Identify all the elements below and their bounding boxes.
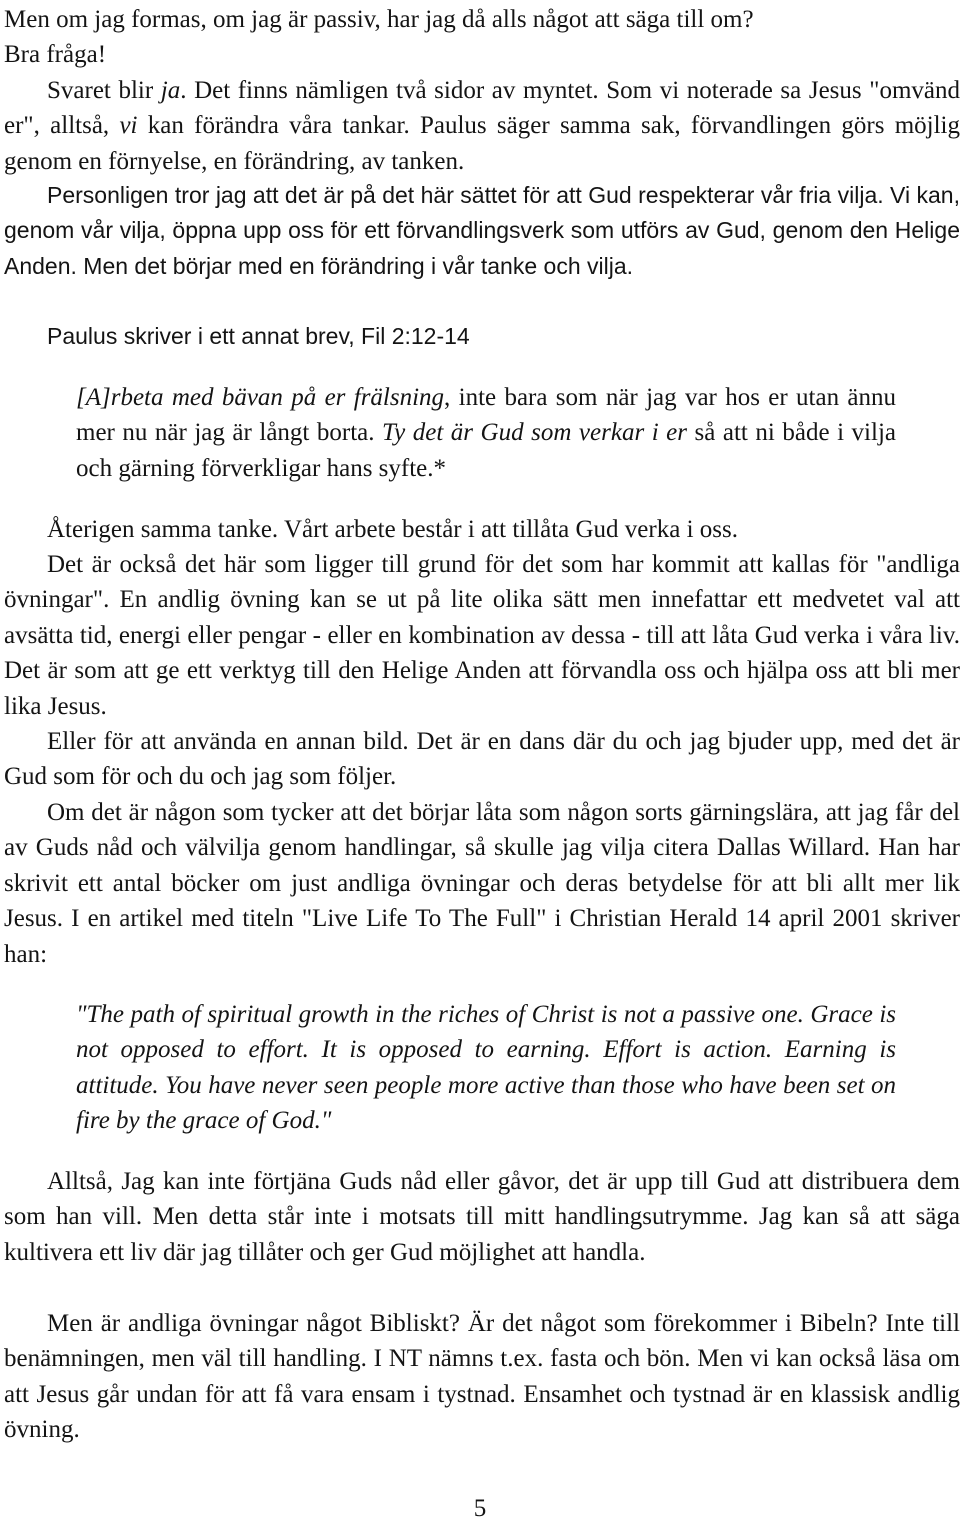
question-line: Men om jag formas, om jag är passiv, har jag då alls något att säga till om? <box>4 6 754 33</box>
paragraph-willard: Om det är någon som tycker att det börjar låta som någon sorts gärningslära, att jag får del av Guds nåd och välvilja genom handlingar, så skulle jag vilja citera Dallas Willard. Han har skrivit ett antal böcker om just andliga övningar och deras betydelse för att bli allt mer lik Jesus. I en artikel med titeln "Live Life To The Full" i Christian Herald 14 april 2001 skriver han: <box>4 799 960 968</box>
paragraph-spiritual-exercises: Det är också det här som ligger till grund för det som har kommit att kallas för "andliga övningar". En andlig övning kan se ut på lite olika sätt men innefattar ett medvetet val att avsätta tid, energi eller pengar - eller en kombination av dessa - till att låta Gud verka i våra liv. Det är som att ge ett verktyg till den Helige Anden att förvandla oss och hjälpa oss att bli mer lika Jesus. <box>4 551 960 720</box>
question-answer-line: Bra fråga! <box>4 41 107 69</box>
page-number: 5 <box>473 1495 487 1522</box>
paragraph-paulus-intro: Paulus skriver i ett annat brev, Fil 2:12-14 <box>47 323 470 349</box>
paragraph-same-thought: Återigen samma tanke. Vårt arbete består i att tillåta Gud verka i oss. <box>47 516 738 543</box>
paragraph-answer: Svaret blir ja. Det finns nämligen två sidor av myntet. Som vi noterade sa Jesus "omvänd er", alltså, vi kan förändra våra tankar. Paulus säger samma sak, förvandlingen görs möjlig genom en förnyelse, en förändring, av tanken. <box>4 77 960 175</box>
blockquote-fil: [A]rbeta med bävan på er frälsning, inte bara som när jag var hos er utan ännu mer nu när jag är långt borta. Ty det är Gud som verkar i er så att ni både i vilja och gärning förverkligar hans syfte.* <box>76 384 896 482</box>
paragraph-dance: Eller för att använda en annan bild. Det är en dans där du och jag bjuder upp, med det är Gud som för och du och jag som följer. <box>4 728 960 791</box>
paragraph-biblical: Men är andliga övningar något Bibliskt? Är det något som förekommer i Bibeln? Inte till benämningen, men väl till handling. I NT nämns t.ex. fasta och bön. Men vi kan också läsa om att Jesus går undan för att få vara ensam i tystnad. Ensamhet och tystnad är en klassisk andlig övning. <box>4 1310 960 1444</box>
paragraph-grace: Alltså, Jag kan inte förtjäna Guds nåd eller gåvor, det är upp till Gud att distribuera dem som han vill. Men detta står inte i motsats till mitt handlingsutrymme. Jag kan så att säga kultivera ett liv där jag tillåter och ger Gud möjlighet att handla. <box>4 1168 960 1266</box>
paragraph-free-will: Personligen tror jag att det är på det här sättet för att Gud respekterar vår fria vilja. Vi kan, genom vår vilja, öppna upp oss för ett förvandlingsverk som utförs av Gud, genom den Helige Anden. Men det börjar med en förändring i vår tanke och vilja. <box>4 182 960 279</box>
paragraph-question <box>4 2 960 73</box>
blockquote-willard: "The path of spiritual growth in the riches of Christ is not a passive one. Grace is not opposed to effort. It is opposed to earning. Effort is action. Earning is attitude. You have never seen people more active than those who have been set on fire by the grace of God." <box>76 1001 896 1135</box>
